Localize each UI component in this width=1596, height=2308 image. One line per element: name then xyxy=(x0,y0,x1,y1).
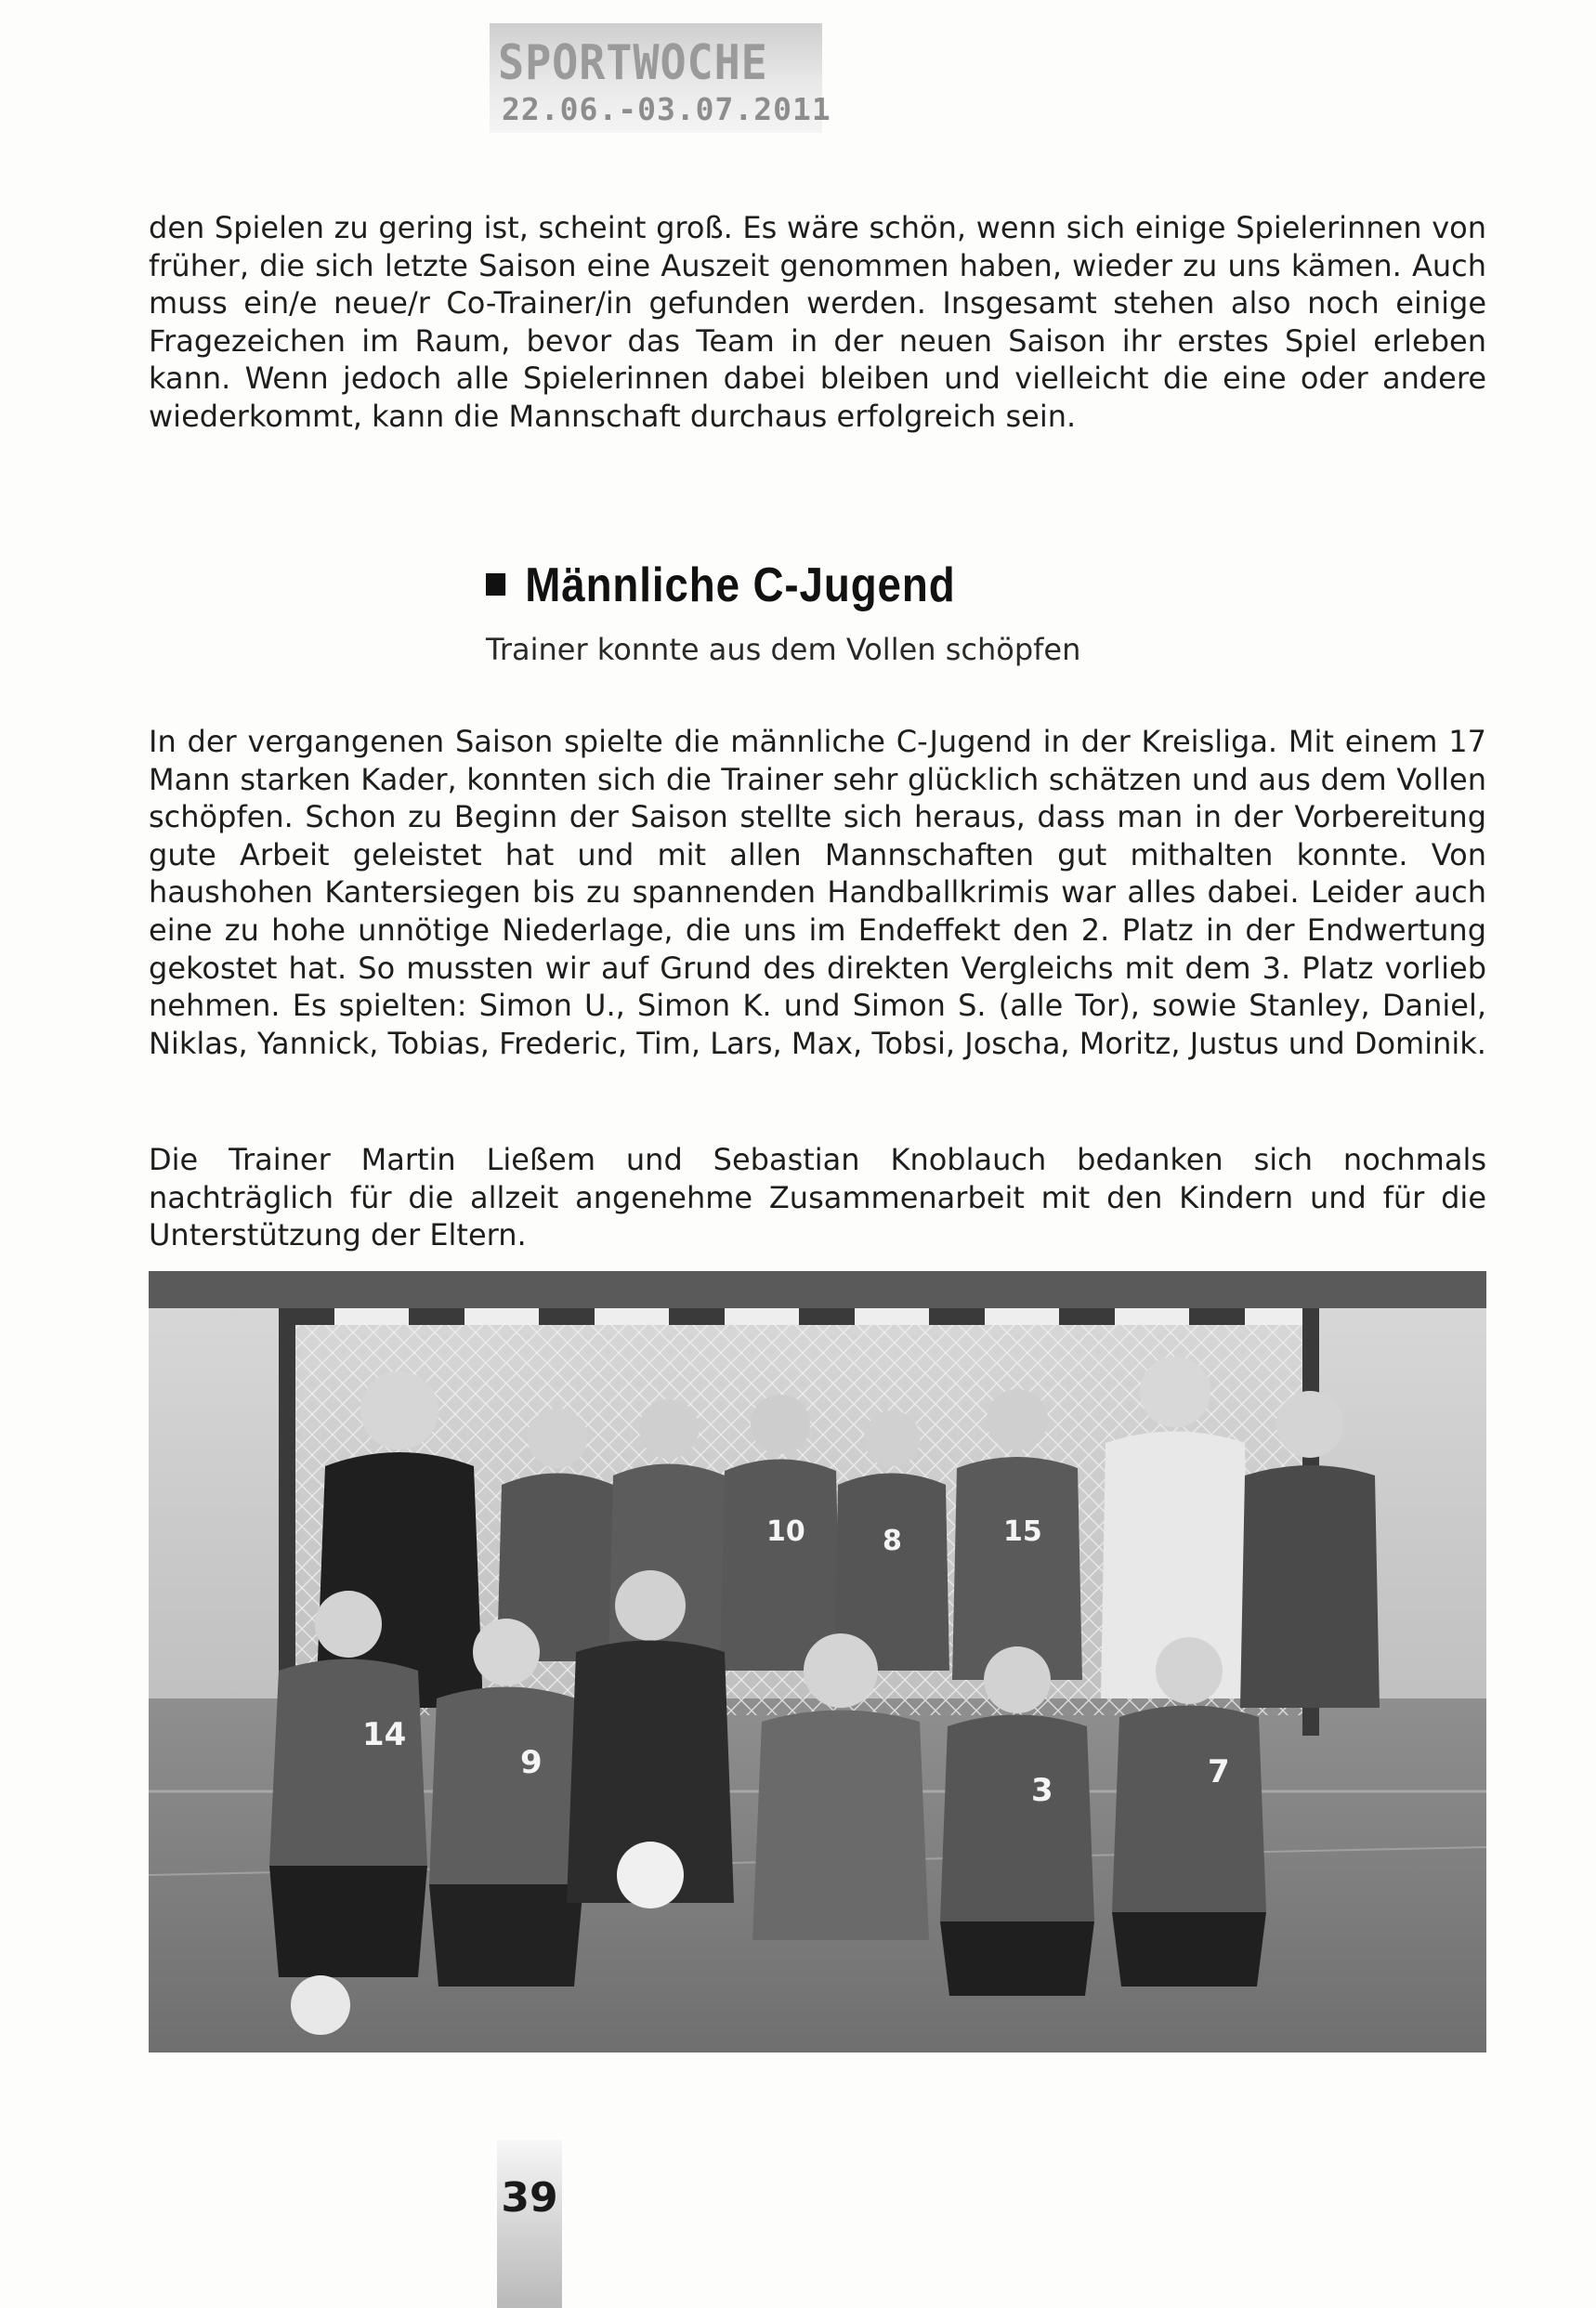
section-paragraph-2: Die Trainer Martin Ließem und Sebastian Knoblauch bedanken sich nochmals nachträglich für die allzeit angenehme Zusammenarbeit mit den Kindern und für die Unterstützung der Eltern. xyxy=(149,1142,1486,1253)
page-number-box xyxy=(497,2140,562,2308)
section-subtitle: Trainer konnte aus dem Vollen schöpfen xyxy=(486,632,1081,667)
jersey-number: 3 xyxy=(1031,1772,1053,1809)
section-paragraph-1: In der vergangenen Saison spielte die männliche C-Jugend in der Kreisliga. Mit einem 17 Mann starken Kader, konnten sich die Trainer sehr glücklich schätzen und aus dem Vollen schöpfen. Schon zu Beginn der Saison stellte sich heraus, dass man in der Vorbereitung gute Arbeit geleistet hat und mit allen Mannschaften gut mithalten konnte. Von haushohen Kantersiegen bis zu spannenden Handballkrimis war alles dabei. Leider auch eine zu hohe unnötige Niederlage, die uns im Endeffekt den 2. Platz in der Endwertung gekostet hat. So mussten wir auf Grund des direkten Vergleichs mit dem 3. Platz vorlieb nehmen. Es spielten: Simon U., Simon K. und Simon S. (alle Tor), sowie Stanley, Daniel, Niklas, Yannick, Tobias, Frederic, Tim, Lars, Max, Tobsi, Joscha, Moritz, Justus und Dominik. xyxy=(149,724,1486,1061)
team-photo-illustration xyxy=(149,1271,1486,2052)
jersey-number: 10 xyxy=(766,1515,805,1548)
jersey-number: 7 xyxy=(1208,1753,1230,1790)
section-heading xyxy=(486,557,956,613)
heading-bullet-icon xyxy=(486,573,505,596)
jersey-number: 8 xyxy=(883,1525,902,1557)
team-photo xyxy=(149,1271,1486,2052)
header-title: SPORTWOCHE xyxy=(498,35,768,91)
jersey-number: 9 xyxy=(520,1744,543,1781)
jersey-number: 14 xyxy=(362,1716,407,1753)
page-number: 39 xyxy=(501,2174,558,2222)
section-heading-text: Männliche C-Jugend xyxy=(525,558,956,612)
intro-paragraph: den Spielen zu gering ist, scheint groß. Es wäre schön, wenn sich einige Spielerinnen von früher, die sich letzte Saison eine Auszeit genommen haben, wieder zu uns kämen. Auch muss ein/e neue/r Co-Trainer/in gefunden werden. Insgesamt stehen also noch einige Fragezeichen im Raum, bevor das Team in der neuen Saison ihr erstes Spiel erleben kann. Wenn jedoch alle Spielerinnen dabei bleiben und vielleicht die eine oder andere wiederkommt, kann die Mannschaft durchaus erfolgreich sein. xyxy=(149,210,1486,434)
jersey-number: 15 xyxy=(1003,1515,1042,1548)
header-date: 22.06.-03.07.2011 xyxy=(502,91,831,127)
